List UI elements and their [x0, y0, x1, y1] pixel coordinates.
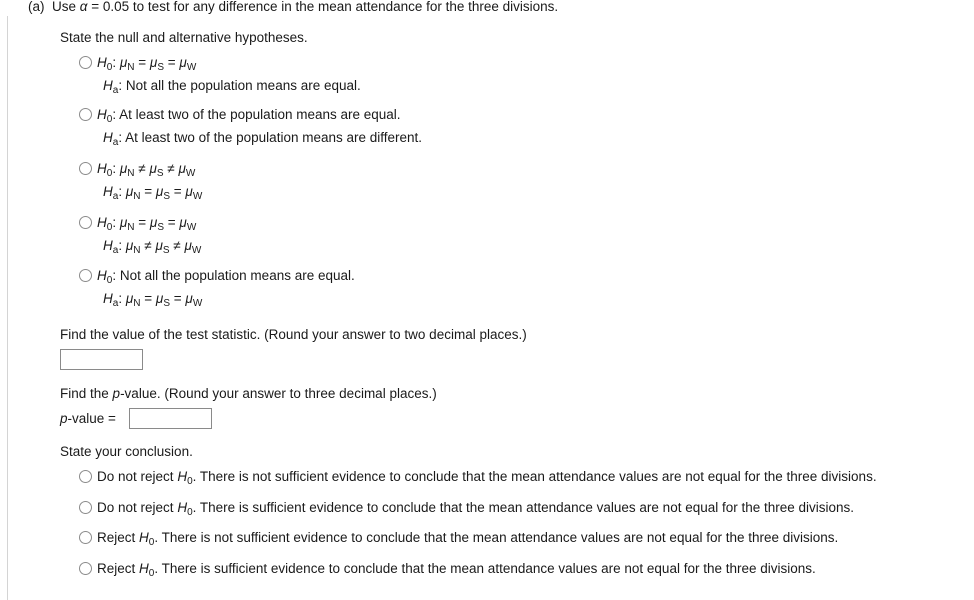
conclusion-option-3-radio[interactable] — [79, 531, 92, 544]
hypothesis-option-3-radio[interactable] — [79, 162, 92, 175]
test-statistic-prompt: Find the value of the test statistic. (Round your answer to two decimal places.) — [60, 327, 527, 342]
question-prefix: Use — [52, 0, 77, 14]
hypothesis-option-3-ha: $H_a$: $\mu_N = \mu_S = \mu_W$ — [103, 184, 203, 202]
hypothesis-option-2-ha: $H_a$: At least two of the population means are different. — [103, 130, 423, 148]
part-label: (a) — [28, 0, 45, 14]
hypotheses-prompt: State the null and alternative hypotheses. — [60, 30, 308, 45]
hypothesis-option-5-ha: $H_a$: $\mu_N = \mu_S = \mu_W$ — [103, 291, 203, 309]
hypothesis-option-4-ha: $H_a$: $\mu_N \ne \mu_S \ne \mu_W$ — [103, 238, 202, 256]
p-value-input[interactable] — [129, 408, 212, 429]
p-value-label: p-value = — [60, 411, 116, 426]
conclusion-prompt: State your conclusion. — [60, 444, 193, 459]
conclusion-option-2-text: Do not reject $H_0$. There is sufficient evidence to conclude that the mean attendance values are not equal for the three divisions. — [97, 500, 855, 518]
conclusion-option-4-text: Reject $H_0$. There is sufficient evidence to conclude that the mean attendance values are not equal for the three divisions. — [97, 561, 816, 579]
p-value-prompt: Find the p-value. (Round your answer to three decimal places.) — [60, 386, 437, 401]
hypothesis-option-3-h0: $H_0$: $\mu_N \ne \mu_S \ne \mu_W$ — [97, 161, 196, 179]
hypothesis-option-2-radio[interactable] — [79, 108, 92, 121]
hypothesis-option-1-h0: $H_0$: $\mu_N = \mu_S = \mu_W$ — [97, 55, 197, 73]
hypothesis-option-5-radio[interactable] — [79, 269, 92, 282]
conclusion-option-1-radio[interactable] — [79, 470, 92, 483]
question-header — [28, 0, 558, 14]
left-margin-rule — [7, 16, 8, 600]
hypothesis-option-1-radio[interactable] — [79, 56, 92, 69]
conclusion-option-1-text: Do not reject $H_0$. There is not sufficient evidence to conclude that the mean attendance values are not equal for the three divisions. — [97, 469, 877, 487]
question-suffix: = 0.05 to test for any difference in the mean attendance for the three divisions. — [91, 0, 559, 14]
hypothesis-option-4-radio[interactable] — [79, 216, 92, 229]
hypothesis-option-1-ha: $H_a$: Not all the population means are equal. — [103, 78, 361, 96]
conclusion-option-2-radio[interactable] — [79, 501, 92, 514]
hypothesis-option-5-h0: $H_0$: Not all the population means are equal. — [97, 268, 355, 286]
test-statistic-input[interactable] — [60, 349, 143, 370]
hypothesis-option-2-h0: $H_0$: At least two of the population means are equal. — [97, 107, 401, 125]
hypothesis-option-4-h0: $H_0$: $\mu_N = \mu_S = \mu_W$ — [97, 215, 197, 233]
conclusion-option-3-text: Reject $H_0$. There is not sufficient evidence to conclude that the mean attendance values are not equal for the three divisions. — [97, 530, 839, 548]
conclusion-option-4-radio[interactable] — [79, 562, 92, 575]
alpha-symbol: α — [79, 0, 88, 14]
